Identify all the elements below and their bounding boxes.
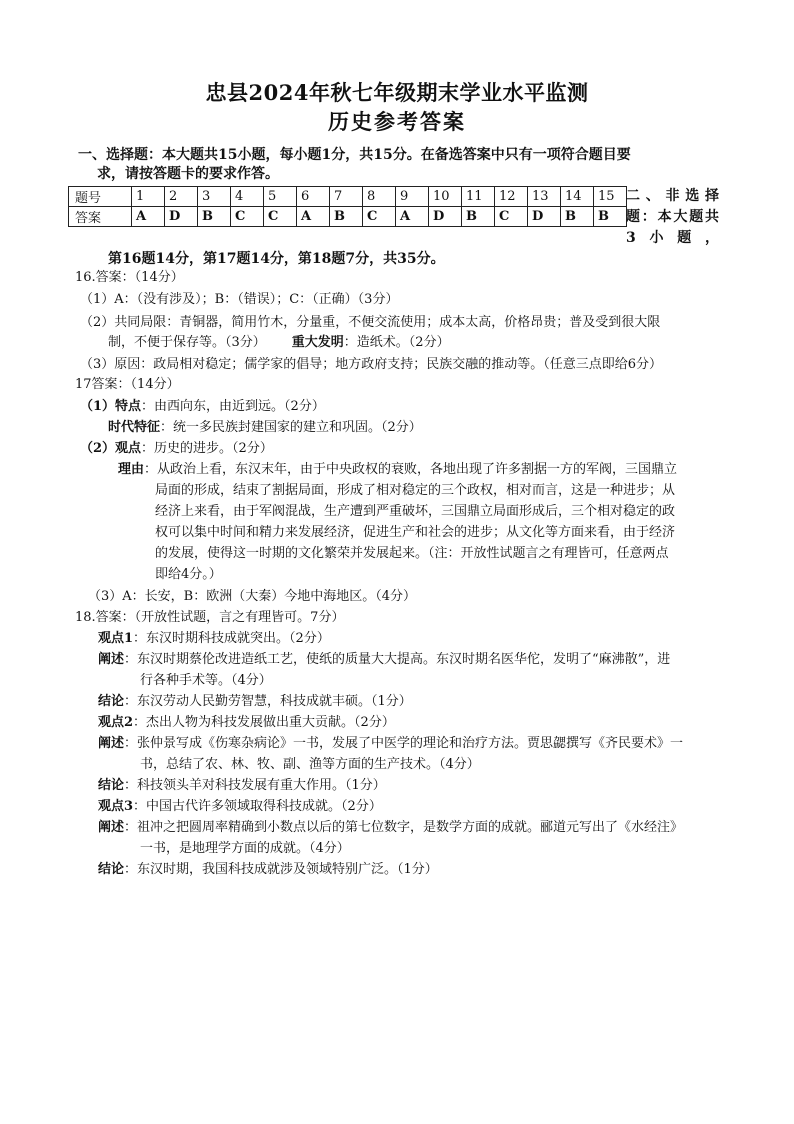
q16-part2-line2 — [108, 333, 450, 353]
question-number-cell: 8 — [363, 187, 396, 207]
q17-reason-line6: 即给4分。） — [155, 567, 222, 582]
row-label-number: 题号 — [69, 187, 132, 207]
row-label-answer: 答案 — [69, 207, 132, 227]
q17-feature-text: ：由西向东，由近到远。（2分） — [141, 399, 325, 414]
section2-continuation: 第16题14分，第17题14分，第18题7分，共35分。 — [108, 251, 445, 267]
answer-table-answer-row — [69, 207, 627, 227]
answer-cell: B — [462, 207, 495, 227]
answer-cell: B — [330, 207, 363, 227]
q18-explain2-label: 阐述 — [98, 736, 125, 751]
answer-cell: C — [363, 207, 396, 227]
answer-table-number-row — [69, 187, 627, 207]
answer-cell: C — [264, 207, 297, 227]
q18-conclusion3 — [98, 860, 438, 880]
q18-conclusion3-label: 结论 — [98, 862, 125, 877]
answer-cell: B — [198, 207, 231, 227]
question-number-cell: 1 — [132, 187, 165, 207]
q18-explain1-line2: 行各种手术等。（4分） — [140, 673, 272, 688]
question-number-cell: 13 — [528, 187, 561, 207]
section1-line2: 求，请按答题卡的要求作答。 — [97, 166, 279, 182]
q17-reason-line4: 权可以集中时间和精力来发展经济，促进生产和社会的进步；从文化等方面来看，由于经济 — [155, 525, 676, 540]
q17-part1b — [108, 418, 422, 438]
q18-view1-text: ：东汉时期科技成就突出。（2分） — [133, 631, 330, 646]
q16-invention-text: ：造纸术。（2分） — [343, 335, 450, 350]
answer-cell: B — [594, 207, 627, 227]
answer-cell: A — [297, 207, 330, 227]
q18-explain2-line2: 书，总结了农、林、牧、副、渔等方面的生产技术。（4分） — [140, 757, 480, 772]
q18-explain1-line1 — [98, 650, 670, 670]
q18-explain1-label: 阐述 — [98, 652, 125, 667]
answer-cell: B — [561, 207, 594, 227]
q17-heading: 17答案：（14分） — [75, 377, 180, 392]
q16-invention-label: 重大发明 — [291, 335, 344, 350]
q18-view2-label: 观点2 — [98, 715, 134, 730]
q18-explain3-label: 阐述 — [98, 820, 125, 835]
q17-reason-line1 — [118, 460, 677, 480]
question-number-cell: 14 — [561, 187, 594, 207]
question-number-cell: 4 — [231, 187, 264, 207]
q18-view3-label: 观点3 — [98, 799, 134, 814]
q18-view1-label: 观点1 — [98, 631, 134, 646]
q17-part1 — [80, 397, 325, 417]
q17-view-label: （2）观点 — [80, 441, 142, 456]
q16-part2-limit-end: 制，不便于保存等。（3分） — [108, 335, 266, 350]
q18-view2 — [98, 713, 395, 733]
question-number-cell: 9 — [396, 187, 429, 207]
answer-cell: A — [132, 207, 165, 227]
answer-cell: C — [495, 207, 528, 227]
q18-explain3-line1 — [98, 818, 683, 838]
answer-cell: D — [528, 207, 561, 227]
q16-part1 — [80, 290, 398, 310]
q18-conclusion2-label: 结论 — [98, 778, 125, 793]
q17-feature-label: （1）特点 — [80, 399, 142, 414]
page-subtitle: 历史参考答案 — [328, 109, 466, 134]
q18-conclusion1-text: ：东汉劳动人民勤劳智慧，科技成就丰硕。（1分） — [124, 694, 412, 709]
question-number-cell: 6 — [297, 187, 330, 207]
q17-era-label: 时代特征 — [108, 420, 161, 435]
section1-instructions — [78, 146, 728, 184]
q16-part1-number: （1） — [80, 292, 115, 307]
q17-era-text: ：统一多民族封建国家的建立和巩固。（2分） — [160, 420, 422, 435]
q18-explain3-text: ：祖冲之把圆周率精确到小数点以后的第七位数字，是数学方面的成就。郦道元写出了《水经注》 — [124, 820, 684, 835]
q18-view2-text: ：杰出人物为科技发展做出重大贡献。（2分） — [133, 715, 395, 730]
question-number-cell: 12 — [495, 187, 528, 207]
q18-view3 — [98, 797, 382, 817]
q18-explain1-text: ：东汉时期蔡伦改进造纸工艺，使纸的质量大大提高。东汉时期名医华佗，发明了“麻沸散”，进 — [124, 652, 671, 667]
q16-part1-text: A：（没有涉及）；B：（错误）；C：（正确）（3分） — [114, 292, 399, 307]
q18-explain3-line2: 一书，是地理学方面的成就。（4分） — [140, 841, 350, 856]
page-title: 忠县2024年秋七年级期末学业水平监测 — [205, 80, 589, 105]
q18-explain2-line1 — [98, 734, 683, 754]
question-number-cell: 10 — [429, 187, 462, 207]
q18-explain2-text: ：张仲景写成《伤寒杂病论》一书，发展了中医学的理论和治疗方法。贾思勰撰写《齐民要术》一 — [124, 736, 684, 751]
q18-view1 — [98, 629, 330, 649]
question-number-cell: 11 — [462, 187, 495, 207]
q18-view3-text: ：中国古代许多领域取得科技成就。（2分） — [133, 799, 382, 814]
question-number-cell: 2 — [165, 187, 198, 207]
section2-heading: 二、非选择题：本大题共3小题， — [626, 188, 720, 246]
q17-reason-line5: 的发展，使得这一时期的文化繁荣并发展起来。（注：开放性试题言之有理皆可，任意两点 — [155, 546, 669, 561]
q17-part2 — [80, 439, 273, 459]
q18-conclusion3-text: ：东汉时期，我国科技成就涉及领域特别广泛。（1分） — [124, 862, 438, 877]
answer-cell: D — [429, 207, 462, 227]
section1-line1: 一、选择题：本大题共15小题，每小题1分，共15分。在备选答案中只有一项符合题目要 — [78, 147, 631, 163]
answer-table — [68, 186, 627, 227]
q17-reason-line2: 局面的形成，结束了割据局面，形成了相对稳定的三个政权，相对而言，这是一种进步；从 — [155, 483, 676, 498]
q17-view-text: ：历史的进步。（2分） — [141, 441, 273, 456]
answer-cell: A — [396, 207, 429, 227]
q18-conclusion2 — [98, 776, 386, 796]
question-number-cell: 5 — [264, 187, 297, 207]
answer-cell: D — [165, 207, 198, 227]
q18-conclusion1-label: 结论 — [98, 694, 125, 709]
q17-part3: （3）A：长安，B：欧洲（大秦）今地中海地区。（4分） — [88, 589, 416, 604]
question-number-cell: 3 — [198, 187, 231, 207]
q18-heading: 18.答案：（开放性试题，言之有理皆可。7分） — [75, 610, 345, 625]
q18-conclusion2-text: ：科技领头羊对科技发展有重大作用。（1分） — [124, 778, 386, 793]
q17-reason-text-1: ：从政治上看，东汉末年，由于中央政权的衰败，各地出现了许多割据一方的军阀，三国鼎立 — [144, 462, 678, 477]
q17-reason-label: 理由 — [118, 462, 145, 477]
q16-part2-line1: （2）共同局限：青铜器，简用竹木，分量重，不便交流使用；成本太高，价格昂贵；普及受到很大限 — [80, 315, 661, 330]
q17-reason-line3: 经济上来看，由于军阀混战，生产遭到严重破坏，三国鼎立局面形成后，三个相对稳定的政 — [155, 504, 676, 519]
q16-part3: （3）原因：政局相对稳定；儒学家的倡导；地方政府支持；民族交融的推动等。（任意三点即给6分） — [80, 357, 663, 372]
q16-heading: 16.答案：（14分） — [75, 270, 184, 285]
q18-conclusion1 — [98, 692, 412, 712]
question-number-cell: 7 — [330, 187, 363, 207]
question-number-cell: 15 — [594, 187, 627, 207]
answer-cell: C — [231, 207, 264, 227]
